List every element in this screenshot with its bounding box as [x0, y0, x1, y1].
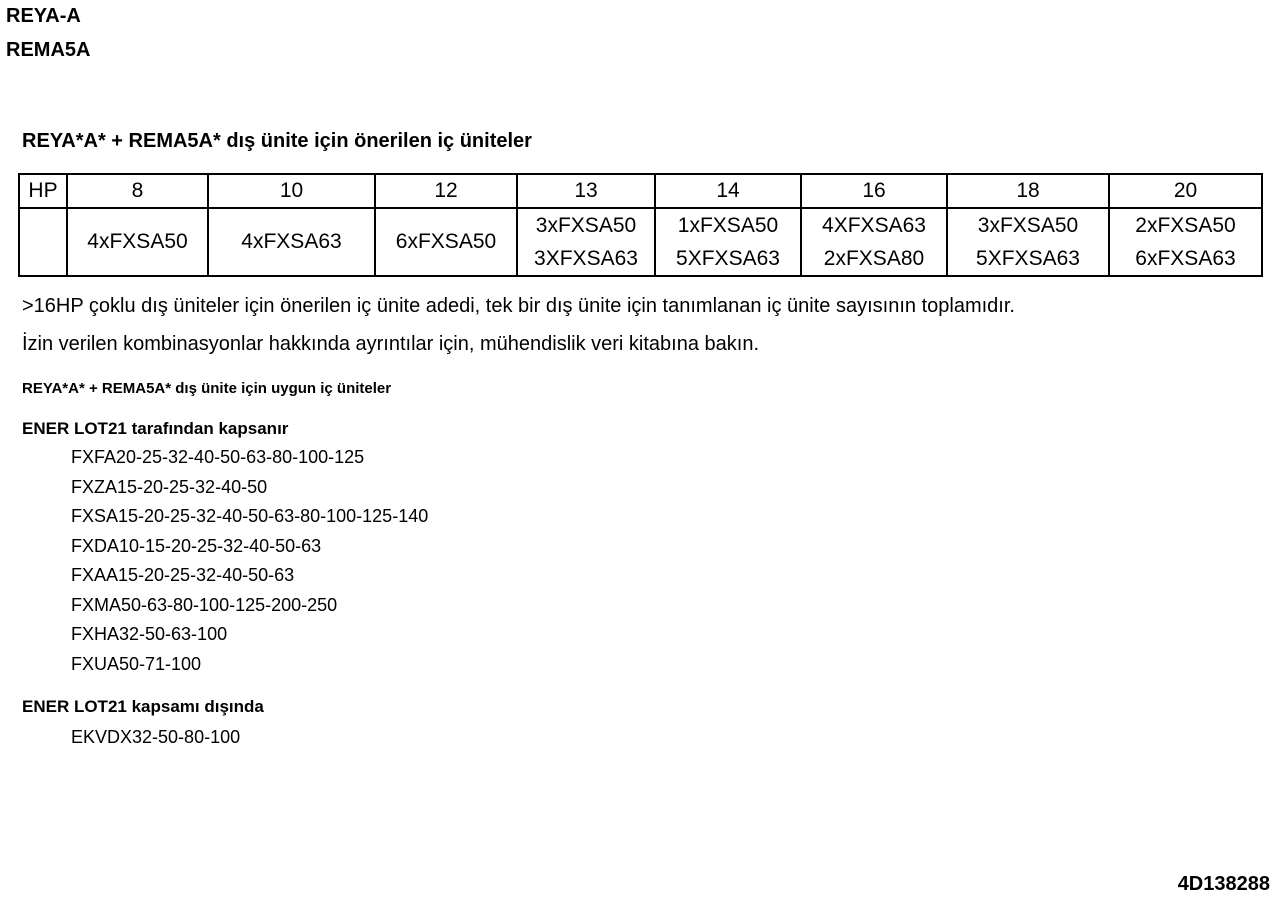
hp-cell: 13: [517, 174, 655, 208]
unit-combo: 3xFXSA50: [977, 214, 1079, 237]
units-cell: [1109, 208, 1262, 276]
unit-combo: 4xFXSA50: [87, 230, 188, 253]
unit-combo: 2xFXSA50: [1135, 214, 1236, 237]
units-cell: [208, 208, 375, 276]
list-item: FXZA15-20-25-32-40-50: [71, 476, 268, 497]
covered-group-title: ENER LOT21 tarafından kapsanır: [22, 419, 289, 438]
model-name-2: REMA5A: [6, 39, 91, 61]
unit-combo: 5XFXSA63: [976, 247, 1080, 270]
not-covered-group-title: ENER LOT21 kapsamı dışında: [22, 697, 264, 716]
list-item: FXDA10-15-20-25-32-40-50-63: [71, 535, 322, 556]
document-code: 4D138288: [1177, 873, 1270, 895]
list-item: FXMA50-63-80-100-125-200-250: [71, 594, 338, 615]
units-cell: [655, 208, 801, 276]
units-cell: [947, 208, 1109, 276]
unit-combo: 4XFXSA63: [822, 214, 926, 237]
covered-unit-list: [71, 443, 428, 679]
unit-combo: 4xFXSA63: [241, 230, 342, 253]
hp-cell: 14: [655, 174, 801, 208]
recommended-table-title: REYA*A* + REMA5A* dış ünite için önerilen iç üniteler: [22, 130, 532, 152]
units-cell: [801, 208, 947, 276]
note-engineering-data: İzin verilen kombinasyonlar hakkında ayrıntılar için, mühendislik veri kitabına bakın.: [22, 333, 760, 355]
empty-label-cell: [19, 208, 67, 276]
units-row: [19, 208, 1262, 276]
model-name-1: REYA-A: [6, 5, 81, 27]
hp-label-cell: HP: [19, 174, 67, 208]
units-cell: [517, 208, 655, 276]
hp-cell: 16: [801, 174, 947, 208]
hp-cell: 10: [208, 174, 375, 208]
list-item: FXFA20-25-32-40-50-63-80-100-125: [71, 447, 365, 467]
not-covered-unit-list: [71, 723, 240, 753]
note-multi-outdoor: >16HP çoklu dış üniteler için önerilen iç ünite adedi, tek bir dış ünite için tanımlanan iç ünite sayısının toplamıdır.: [22, 295, 1015, 317]
hp-cell: 20: [1109, 174, 1262, 208]
unit-combo: 3XFXSA63: [534, 247, 638, 270]
units-cell: [375, 208, 517, 276]
unit-combo: 6xFXSA50: [395, 230, 497, 253]
unit-combo: 2xFXSA80: [823, 247, 925, 270]
unit-combo: 6xFXSA63: [1135, 247, 1236, 270]
list-item: FXHA32-50-63-100: [71, 624, 228, 644]
unit-combo: 3xFXSA50: [535, 214, 637, 237]
units-cell: [67, 208, 208, 276]
hp-cell: 8: [67, 174, 208, 208]
suitable-units-title: REYA*A* + REMA5A* dış ünite için uygun iç üniteler: [22, 380, 392, 397]
unit-combo: 1xFXSA50: [677, 214, 779, 237]
list-item: FXAA15-20-25-32-40-50-63: [71, 565, 295, 585]
hp-cell: 12: [375, 174, 517, 208]
recommended-units-table: [18, 173, 1263, 277]
list-item: FXSA15-20-25-32-40-50-63-80-100-125-140: [71, 506, 429, 526]
list-item: FXUA50-71-100: [71, 653, 202, 674]
unit-combo: 5XFXSA63: [676, 247, 780, 270]
hp-cell: 18: [947, 174, 1109, 208]
hp-row: [19, 174, 1262, 208]
list-item: EKVDX32-50-80-100: [71, 727, 241, 747]
